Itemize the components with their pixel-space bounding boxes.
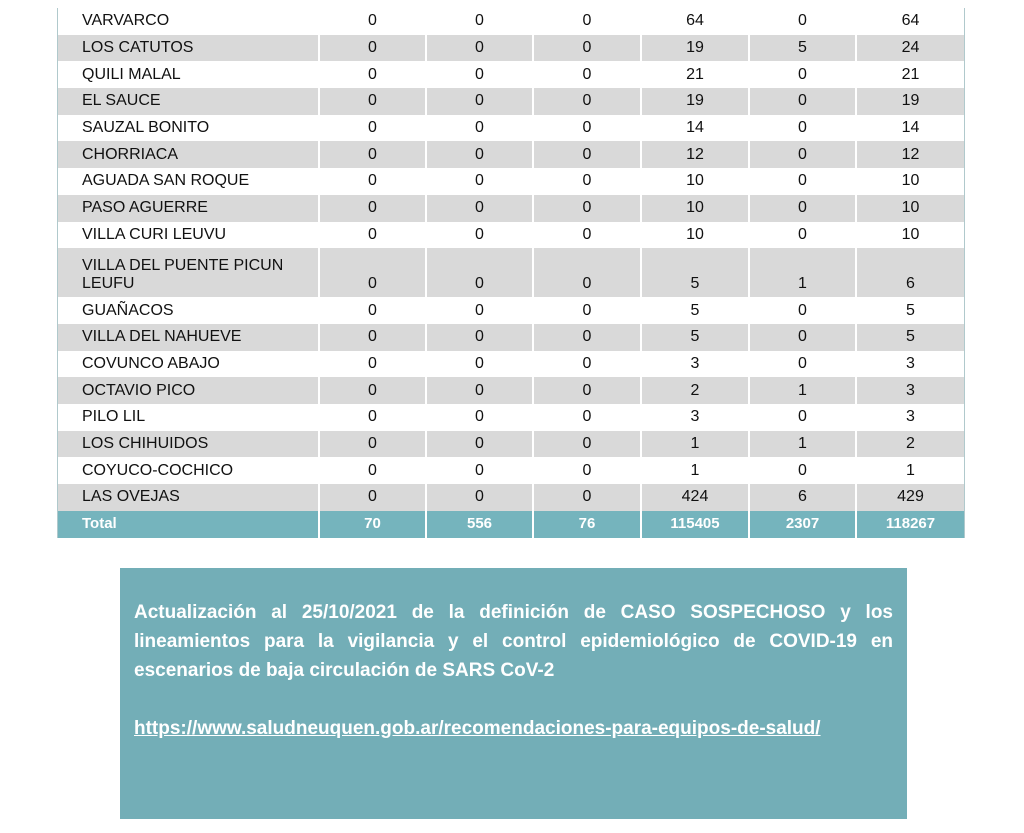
count-cell: 0 [426,297,533,324]
table-body [58,8,964,538]
info-text: Actualización al 25/10/2021 de la definición de CASO SOSPECHOSO y los lineamientos para la vigilancia y el control epidemiológico de COVID-19 en escenarios de baja circulación de SARS CoV-2 [134,602,893,681]
count-cell: 0 [533,404,641,431]
count-cell: 14 [641,115,749,142]
count-cell: 0 [749,88,856,115]
table-row [58,297,964,324]
count-cell: 1 [641,431,749,458]
count-cell: 0 [426,222,533,249]
total-row [58,511,964,538]
count-cell: 0 [749,351,856,378]
count-cell: 10 [641,195,749,222]
count-cell: 19 [856,88,964,115]
count-cell: 3 [856,351,964,378]
locality-cell: GUAÑACOS [58,297,319,324]
table-row [58,248,964,297]
count-cell: 0 [533,431,641,458]
count-cell: 0 [533,457,641,484]
table-row [58,35,964,62]
locality-cell: VILLA DEL PUENTE PICUN LEUFU [58,248,319,297]
locality-cell: LAS OVEJAS [58,484,319,511]
count-cell: 1 [749,377,856,404]
count-cell: 0 [319,377,426,404]
count-cell: 3 [856,377,964,404]
count-cell: 0 [426,404,533,431]
count-cell: 0 [426,324,533,351]
total-cell: 70 [319,511,426,538]
total-cell: 556 [426,511,533,538]
count-cell: 0 [426,457,533,484]
count-cell: 1 [641,457,749,484]
table-row [58,61,964,88]
table-row [58,88,964,115]
count-cell: 5 [641,297,749,324]
count-cell: 5 [856,297,964,324]
count-cell: 0 [319,168,426,195]
locality-cell: AGUADA SAN ROQUE [58,168,319,195]
count-cell: 0 [319,222,426,249]
locality-cell: SAUZAL BONITO [58,115,319,142]
count-cell: 0 [426,8,533,35]
count-cell: 0 [533,324,641,351]
cases-table-container [57,8,965,538]
count-cell: 0 [319,431,426,458]
locality-cell: COYUCO-COCHICO [58,457,319,484]
cases-table [58,8,964,538]
total-label: Total [58,511,319,538]
count-cell: 0 [319,351,426,378]
count-cell: 0 [319,88,426,115]
count-cell: 0 [426,115,533,142]
count-cell: 0 [749,222,856,249]
count-cell: 0 [426,195,533,222]
count-cell: 0 [533,88,641,115]
count-cell: 0 [533,484,641,511]
locality-cell: CHORRIACA [58,141,319,168]
count-cell: 429 [856,484,964,511]
count-cell: 0 [319,457,426,484]
count-cell: 0 [533,222,641,249]
total-cell: 118267 [856,511,964,538]
count-cell: 0 [533,8,641,35]
count-cell: 2 [856,431,964,458]
table-row [58,324,964,351]
count-cell: 6 [749,484,856,511]
count-cell: 10 [856,168,964,195]
table-row [58,484,964,511]
count-cell: 0 [319,404,426,431]
count-cell: 0 [533,297,641,324]
count-cell: 0 [749,168,856,195]
total-cell: 115405 [641,511,749,538]
count-cell: 424 [641,484,749,511]
table-row [58,457,964,484]
count-cell: 2 [641,377,749,404]
count-cell: 0 [749,324,856,351]
table-row [58,377,964,404]
count-cell: 1 [749,248,856,297]
count-cell: 0 [533,377,641,404]
count-cell: 0 [533,61,641,88]
count-cell: 21 [856,61,964,88]
count-cell: 0 [319,35,426,62]
count-cell: 10 [641,168,749,195]
count-cell: 0 [319,61,426,88]
count-cell: 12 [856,141,964,168]
count-cell: 0 [426,35,533,62]
count-cell: 0 [426,168,533,195]
count-cell: 10 [856,222,964,249]
count-cell: 0 [533,351,641,378]
locality-cell: VARVARCO [58,8,319,35]
count-cell: 0 [319,248,426,297]
count-cell: 1 [856,457,964,484]
count-cell: 0 [749,141,856,168]
table-row [58,404,964,431]
count-cell: 64 [856,8,964,35]
count-cell: 0 [533,168,641,195]
count-cell: 0 [749,61,856,88]
info-box [120,568,907,819]
count-cell: 5 [641,324,749,351]
total-cell: 76 [533,511,641,538]
locality-cell: QUILI MALAL [58,61,319,88]
count-cell: 0 [319,115,426,142]
count-cell: 3 [641,404,749,431]
count-cell: 0 [749,8,856,35]
count-cell: 21 [641,61,749,88]
table-row [58,431,964,458]
count-cell: 0 [749,115,856,142]
count-cell: 64 [641,8,749,35]
count-cell: 0 [319,141,426,168]
locality-cell: EL SAUCE [58,88,319,115]
count-cell: 0 [533,115,641,142]
count-cell: 0 [426,377,533,404]
count-cell: 0 [319,8,426,35]
count-cell: 19 [641,35,749,62]
table-row [58,141,964,168]
count-cell: 0 [533,141,641,168]
count-cell: 5 [856,324,964,351]
count-cell: 0 [426,484,533,511]
table-row [58,351,964,378]
count-cell: 0 [749,457,856,484]
count-cell: 1 [749,431,856,458]
locality-cell: OCTAVIO PICO [58,377,319,404]
count-cell: 12 [641,141,749,168]
count-cell: 19 [641,88,749,115]
locality-cell: VILLA CURI LEUVU [58,222,319,249]
locality-cell: PASO AGUERRE [58,195,319,222]
count-cell: 14 [856,115,964,142]
table-row [58,8,964,35]
count-cell: 0 [749,195,856,222]
count-cell: 0 [426,61,533,88]
count-cell: 0 [533,35,641,62]
count-cell: 0 [426,431,533,458]
count-cell: 6 [856,248,964,297]
count-cell: 5 [641,248,749,297]
count-cell: 5 [749,35,856,62]
count-cell: 0 [319,297,426,324]
count-cell: 24 [856,35,964,62]
count-cell: 0 [749,297,856,324]
count-cell: 0 [426,351,533,378]
count-cell: 3 [856,404,964,431]
table-row [58,195,964,222]
count-cell: 10 [641,222,749,249]
count-cell: 3 [641,351,749,378]
count-cell: 0 [319,195,426,222]
locality-cell: LOS CHIHUIDOS [58,431,319,458]
count-cell: 0 [533,195,641,222]
count-cell: 0 [319,484,426,511]
locality-cell: LOS CATUTOS [58,35,319,62]
count-cell: 0 [426,248,533,297]
recommendations-link[interactable]: https://www.saludneuquen.gob.ar/recomendaciones-para-equipos-de-salud/ [134,718,821,739]
count-cell: 0 [319,324,426,351]
count-cell: 0 [426,141,533,168]
table-row [58,168,964,195]
locality-cell: VILLA DEL NAHUEVE [58,324,319,351]
locality-cell: PILO LIL [58,404,319,431]
table-row [58,115,964,142]
count-cell: 0 [533,248,641,297]
count-cell: 0 [426,88,533,115]
locality-cell: COVUNCO ABAJO [58,351,319,378]
total-cell: 2307 [749,511,856,538]
count-cell: 0 [749,404,856,431]
count-cell: 10 [856,195,964,222]
table-row [58,222,964,249]
